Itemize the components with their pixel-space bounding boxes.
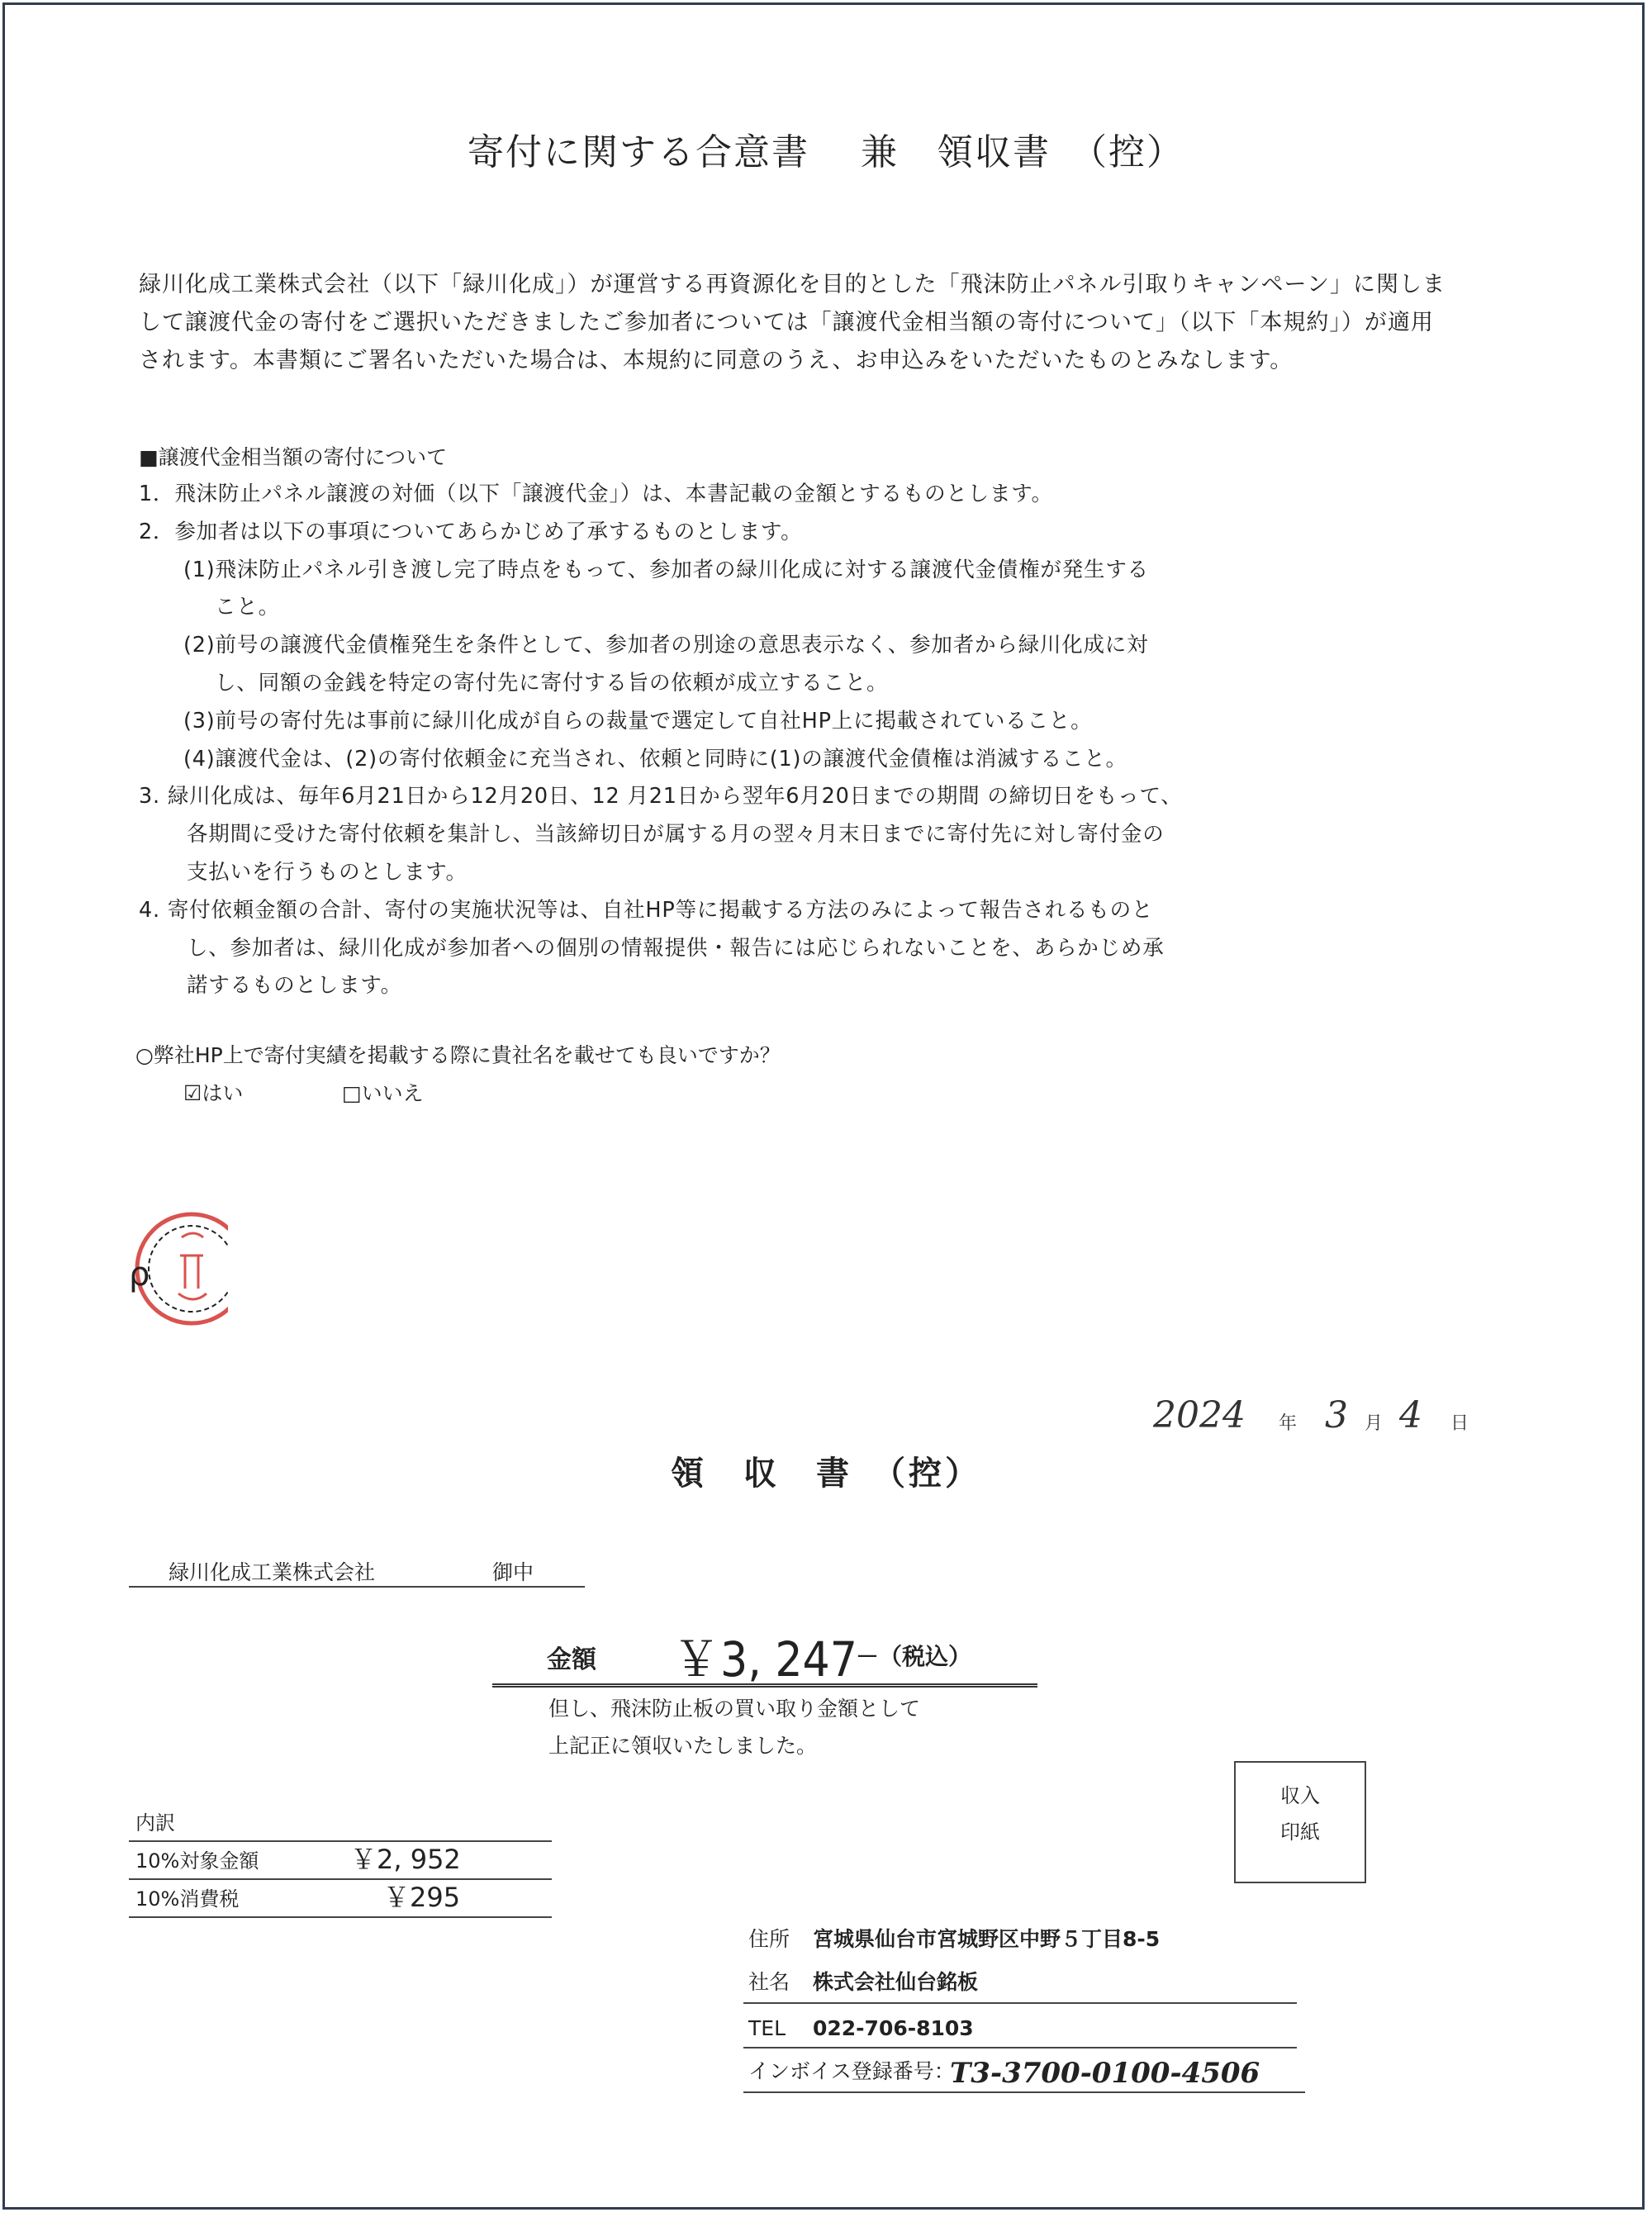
red-seal-icon xyxy=(124,1204,228,1333)
tel-label: TEL xyxy=(748,2016,786,2040)
receipt-note xyxy=(548,1690,920,1764)
clause-4: 4. 寄付依頼金額の合計、寄付の実施状況等は、自社HP等に掲載する方法のみによって報告されるものと xyxy=(139,897,1154,923)
breakdown-heading-row xyxy=(129,1804,552,1842)
clause-3-cont: 支払いを行うものとします。 xyxy=(187,859,468,885)
recipient-honorific: 御中 xyxy=(492,1560,534,1584)
clause-2-2: (2)前号の譲渡代金債権発生を条件として、参加者の別途の意思表示なく、参加者から緑川化成に対 xyxy=(183,633,1149,658)
breakdown-heading: 内訳 xyxy=(135,1811,175,1835)
intro-line: 緑川化成工業株式会社（以下「緑川化成」）が運営する再資源化を目的とした「飛沫防止パネル引取りキャンペーン」に関しま xyxy=(139,272,1446,297)
intro-paragraph xyxy=(139,266,1446,380)
recipient-name: 緑川化成工業株式会社 xyxy=(169,1560,376,1584)
invoice-label: インボイス登録番号： xyxy=(748,2059,955,2083)
invoice-number: T3-3700-0100-4506 xyxy=(950,2057,1260,2090)
address-label: 住所 xyxy=(748,1927,790,1951)
breakdown-label: 10%対象金額 xyxy=(135,1849,259,1873)
option-yes-checkbox[interactable]: ☑はい xyxy=(183,1081,244,1105)
clause-3: 3. 緑川化成は、毎年6月21日から12月20日、12 月21日から翌年6月20日までの期間 の締切日をもって、 xyxy=(139,784,1183,809)
company-name: 株式会社仙台銘板 xyxy=(813,1970,979,1994)
clause-2-3: (3)前号の寄付先は事前に緑川化成が自らの裁量で選定して自社HP上に掲載されていること。 xyxy=(183,708,1093,733)
amount-label: 金額 xyxy=(547,1645,596,1674)
note-line: 但し、飛沫防止板の買い取り金額として xyxy=(548,1697,921,1721)
intro-line: されます。本書類にご署名いただいた場合は、本規約に同意のうえ、お申込みをいただいたものとみなします。 xyxy=(139,348,1294,373)
name-label: 社名 xyxy=(748,1970,790,1994)
address-value: 宮城県仙台市宮城野区中野５丁目8-5 xyxy=(813,1927,1161,1951)
date-month-unit: 月 xyxy=(1365,1413,1384,1434)
issuer-invoice-row xyxy=(743,2048,1305,2093)
breakdown-table xyxy=(129,1804,552,1918)
breakdown-value: ￥295 xyxy=(383,1882,461,1913)
recipient-line xyxy=(129,1553,585,1588)
breakdown-label: 10%消費税 xyxy=(135,1887,240,1911)
intro-line: して譲渡代金の寄付をご選択いただきましたご参加者については「譲渡代金相当額の寄付について」（以下「本規約」）が適用 xyxy=(139,310,1434,335)
date-year: 2024 xyxy=(1153,1394,1246,1436)
clause-2-1-cont: こと。 xyxy=(215,595,280,620)
date-year-unit: 年 xyxy=(1279,1413,1298,1434)
issuer-block xyxy=(743,1916,1305,2093)
svg-text:ρ: ρ xyxy=(129,1256,150,1294)
clause-4-cont: 諾するものとします。 xyxy=(187,973,402,999)
issuer-tel-row xyxy=(743,2004,1297,2048)
stamp-label: 収入 xyxy=(1280,1784,1320,1807)
document-title: 寄付に関する合意書 兼 領収書 （控） xyxy=(468,131,1184,173)
clause-2-4: (4)譲渡代金は、(2)の寄付依頼金に充当され、依頼と同時に(1)の譲渡代金債権は消滅すること。 xyxy=(183,746,1127,771)
clause-2-2-cont: し、同額の金銭を特定の寄付先に寄付する旨の依頼が成立すること。 xyxy=(215,670,889,695)
date-month: 3 xyxy=(1325,1394,1348,1436)
breakdown-row xyxy=(129,1842,552,1880)
clause-list xyxy=(139,476,1183,1005)
issuer-name-row xyxy=(743,1959,1297,2004)
issuer-address-row xyxy=(743,1916,1297,1959)
receipt-title: 領 収 書 （控） xyxy=(671,1455,981,1493)
revenue-stamp-box xyxy=(1234,1761,1366,1883)
section-heading: ■譲渡代金相当額の寄付について xyxy=(139,445,448,469)
breakdown-row xyxy=(129,1880,552,1918)
amount-suffix: －（税込） xyxy=(856,1643,972,1670)
tel-value: 022-706-8103 xyxy=(813,2016,974,2040)
clause-2-1: (1)飛沫防止パネル引き渡し完了時点をもって、参加者の緑川化成に対する譲渡代金債権が発生する xyxy=(183,557,1149,582)
option-no-checkbox[interactable]: □いいえ xyxy=(342,1081,424,1105)
breakdown-value: ￥2, 952 xyxy=(350,1844,461,1875)
amount-block xyxy=(492,1624,1037,1688)
note-line: 上記正に領収いたしました。 xyxy=(548,1734,818,1758)
clause-4-cont: し、参加者は、緑川化成が参加者への個別の情報提供・報告には応じられないことを、あらかじめ承 xyxy=(187,935,1165,961)
clause-1: 1．飛沫防止パネル譲渡の対価（以下「譲渡代金」）は、本書記載の金額とするものとします。 xyxy=(139,482,1053,506)
clause-2: 2．参加者は以下の事項についてあらかじめ了承するものとします。 xyxy=(139,519,803,544)
amount-value: ￥3, 247 xyxy=(672,1631,857,1688)
clause-3-cont: 各期間に受けた寄付依頼を集計し、当該締切日が属する月の翌々月末日までに寄付先に対し寄付金の xyxy=(187,822,1165,847)
publish-question: ○弊社HP上で寄付実績を掲載する際に貴社名を載せても良いですか？ xyxy=(135,1043,781,1067)
stamp-label: 印紙 xyxy=(1280,1821,1320,1844)
date-day: 4 xyxy=(1399,1394,1422,1436)
date-day-unit: 日 xyxy=(1450,1413,1469,1434)
